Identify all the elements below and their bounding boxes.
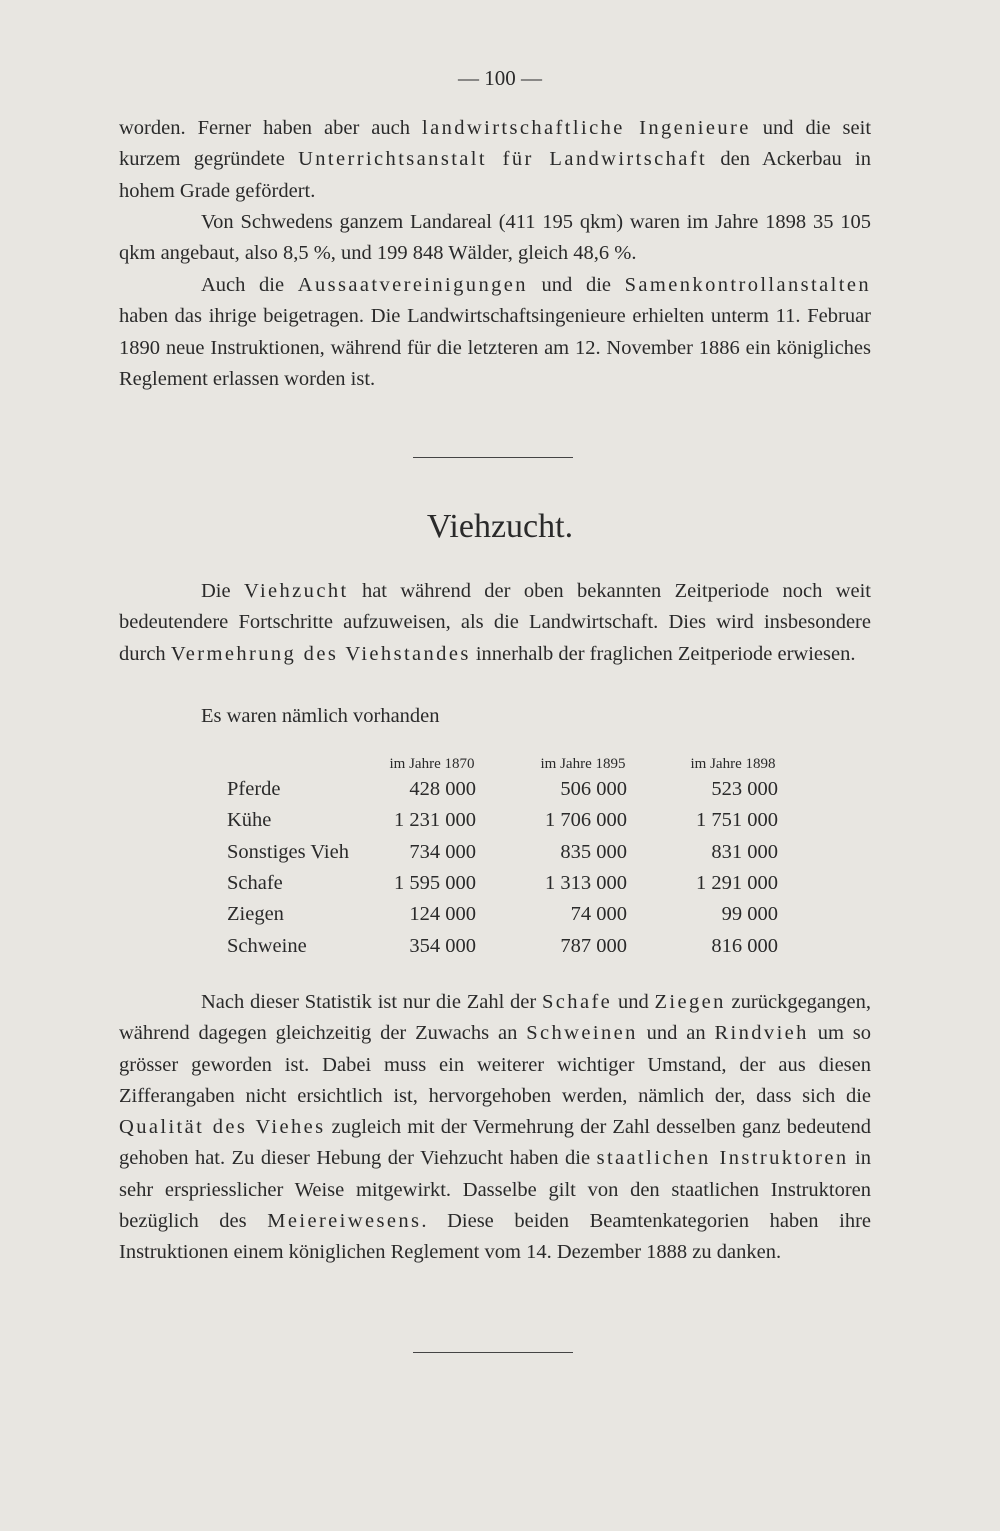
cell-value: 816 000 [711,935,778,957]
paragraph-text: Von Schwedens ganzem Landareal (411 195 qkm) waren im Jahre 1898 35 105 qkm angebaut, also 8,5 %, und 199 848 Wälder, gleich 48,6 %. [119,211,871,265]
row-label: Ziegen [227,903,284,925]
text-run: innerhalb der fraglichen Zeitperiode erwiesen. [470,642,856,665]
text-run: und an [637,1022,715,1045]
spaced-text: staatlichen Instruktoren [596,1147,849,1170]
text-run: . Diese beiden Beamtenkategorien haben ihre Instruktionen einem königlichen Reglement vom 14. Dezember 1888 zu danken. [119,1210,872,1264]
cell-value: 1 706 000 [545,809,627,831]
table-row [0,872,1000,903]
text-run: worden. Ferner haben aber auch [119,117,423,139]
paragraph-viehzucht [119,576,871,670]
row-label: Schweine [227,935,307,957]
text-run: haben das ihrige beigetragen. Die Landwirtschaftsingenieure erhielten unterm 11. Februar 1890 neue Instruktionen, während für die letzteren am 12. November 1886 ein königliches Reglement erlassen worden ist. [119,305,871,390]
text-run: zugleich mit der Vermehrung der Zahl desselben ganz bedeutend gehoben hat. Zu dieser Hebung der Viehzucht haben die [119,1116,871,1170]
spaced-text: Qualität des Viehes [119,1116,326,1139]
cell-value: 428 000 [409,778,476,800]
text-run: Nach dieser Statistik ist nur die Zahl der [201,991,542,1013]
table-row [0,903,1000,934]
paragraph-continuation [119,113,871,207]
column-header: im Jahre 1895 [540,756,626,772]
paragraph-statistik [119,987,871,1269]
text-run: hat während der oben bekannten Zeitperiode noch weit bedeutendere Fortschritte aufzuweisen, als die Landwirtschaft. Dies wird insbesondere durch [119,580,871,665]
paragraph-text [119,987,871,1269]
spaced-text: landwirtschaftliche Ingenieure [422,117,751,139]
cell-value: 831 000 [711,841,778,863]
cell-value: 506 000 [560,778,627,800]
cell-value: 99 000 [721,903,778,925]
text-run: Auch die [201,274,298,296]
row-label: Kühe [227,809,272,831]
section-divider [413,1352,573,1353]
table-row [0,841,1000,872]
spaced-text: Schweinen [526,1022,638,1045]
cell-value: 1 231 000 [394,809,476,831]
column-header: im Jahre 1870 [389,756,475,772]
spaced-text: Vermehrung des Viehstandes [170,642,471,665]
table-row [0,809,1000,840]
spaced-text: Viehzucht [243,580,349,602]
cell-value: 523 000 [711,778,778,800]
row-label: Sonstiges Vieh [227,841,349,863]
spaced-text: Rindvieh [714,1022,809,1045]
paragraph-text [119,576,871,670]
cell-value: 1 313 000 [545,872,627,894]
spaced-text: Meiereiwesens [267,1210,422,1233]
text-run: um so grösser geworden ist. Dabei muss ein weiterer wichtiger Umstand, der aus diesen Zifferangaben nicht ersichtlich ist, hervorgehoben werden, nämlich der, dass sich die [119,1022,871,1107]
paragraph-text [119,270,871,395]
text-run: und [612,991,655,1013]
text-run: und die [527,274,625,296]
spaced-text: Samenkontrollanstalten [624,274,871,296]
section-divider [413,457,573,458]
paragraph-intro-table [119,701,871,732]
spaced-text: Ziegen [654,991,726,1013]
text-run: in sehr erspriesslicher Weise mitgewirkt. Dasselbe gilt von den staatlichen Instruktoren bezüglich des [119,1147,871,1233]
column-header: im Jahre 1898 [690,756,776,772]
cell-value: 74 000 [570,903,627,925]
paragraph-landareal [119,207,871,270]
spaced-text: Unterrichtsanstalt für Landwirtschaft [298,148,708,171]
text-run: zurückgegangen, während dagegen gleichzeitig der Zuwachs an [119,991,872,1045]
text-run: den [707,148,750,171]
cell-value: 835 000 [560,841,627,863]
text-run: die seit kurzem gegründete [119,117,872,171]
cell-value: 354 000 [409,935,476,957]
paragraph-text [119,113,871,207]
row-label: Pferde [227,778,281,800]
page-number: — 100 — [458,66,542,90]
cell-value: 1 291 000 [696,872,778,894]
row-label: Schafe [227,872,283,894]
cell-value: 124 000 [409,903,476,925]
spaced-text: Schafe [542,991,613,1013]
text-run: Ackerbau in hohem Grade gefördert. [119,148,871,202]
cell-value: 1 595 000 [394,872,476,894]
table-row [0,935,1000,966]
text-run: Die [201,580,244,602]
cell-value: 1 751 000 [696,809,778,831]
spaced-text: Aussaatvereinigungen [297,274,528,296]
paragraph-aussaat [119,270,871,395]
table-row [0,778,1000,809]
text-run: und [750,117,794,139]
section-heading: Viehzucht. [426,508,574,545]
cell-value: 734 000 [409,841,476,863]
cell-value: 787 000 [560,935,627,957]
paragraph-text: Es waren nämlich vorhanden [201,705,440,727]
